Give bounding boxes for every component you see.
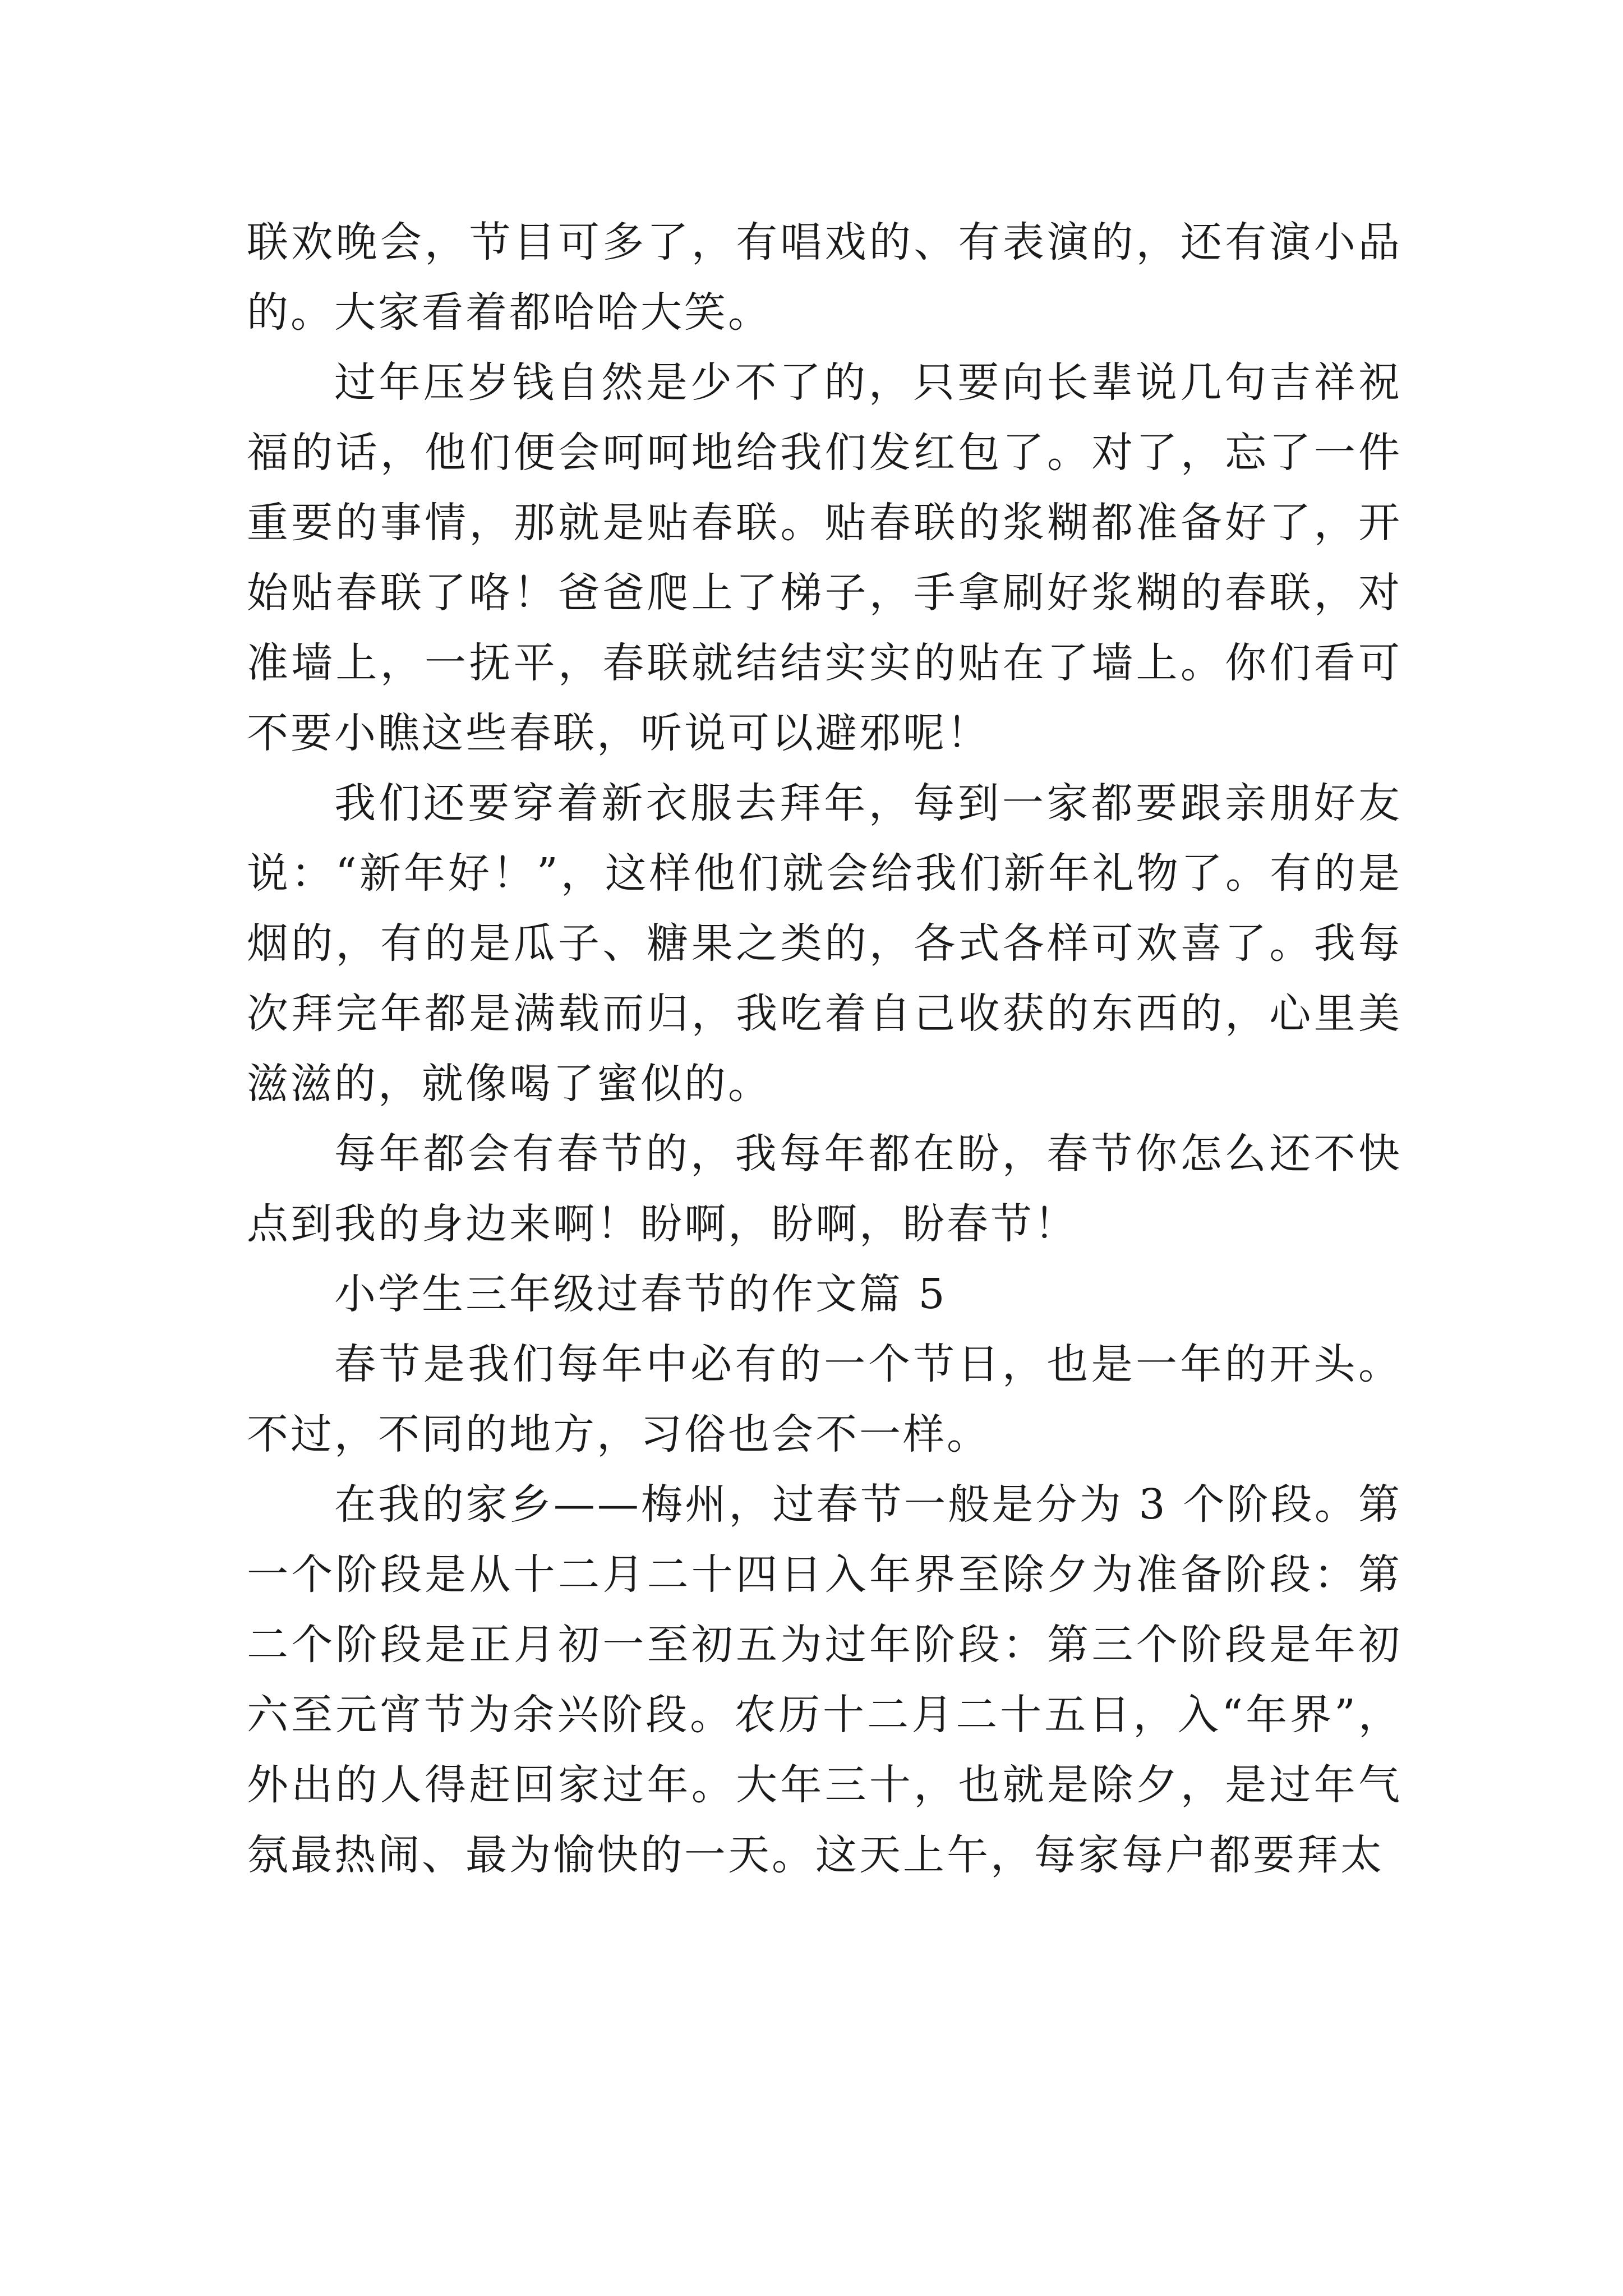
paragraph-4: 每年都会有春节的，我每年都在盼，春节你怎么还不快点到我的身边来啊！盼啊，盼啊，盼春节！ [247,1130,1402,1248]
paragraph-1: 联欢晚会，节目可多了，有唱戏的、有表演的，还有演小品的。大家看着都哈哈大笑。 [247,218,1402,337]
paragraph-2: 过年压岁钱自然是少不了的，只要向长辈说几句吉祥祝福的话，他们便会呵呵地给我们发红包了。对了，忘了一件重要的事情，那就是贴春联。贴春联的浆糊都准备好了，开始贴春联了咯！爸爸爬上了梯子，手拿刷好浆糊的春联，对准墙上，一抚平，春联就结结实实的贴在了墙上。你们看可不要小瞧这些春联，听说可以避邪呢！ [247,358,1402,757]
section-title: 小学生三年级过春节的作文篇 5 [334,1270,947,1318]
section-paragraph-1: 春节是我们每年中必有的一个节日，也是一年的开头。不过，不同的地方，习俗也会不一样。 [247,1340,1402,1458]
document-body [247,208,1402,1890]
paragraph-3: 我们还要穿着新衣服去拜年，每到一家都要跟亲朋好友说：“新年好！”，这样他们就会给我们新年礼物了。有的是烟的，有的是瓜子、糖果之类的，各式各样可欢喜了。我每次拜完年都是满载而归，我吃着自己收获的东西的，心里美滋滋的，就像喝了蜜似的。 [247,779,1402,1108]
section-paragraph-2: 在我的家乡——梅州，过春节一般是分为 3 个阶段。第一个阶段是从十二月二十四日入年界至除夕为准备阶段：第二个阶段是正月初一至初五为过年阶段：第三个阶段是年初六至元宵节为余兴阶段。农历十二月二十五日，入“年界”，外出的人得赶回家过年。大年三十，也就是除夕，是过年气氛最热闹、最为愉快的一天。这天上午，每家每户都要拜太 [247,1480,1402,1879]
